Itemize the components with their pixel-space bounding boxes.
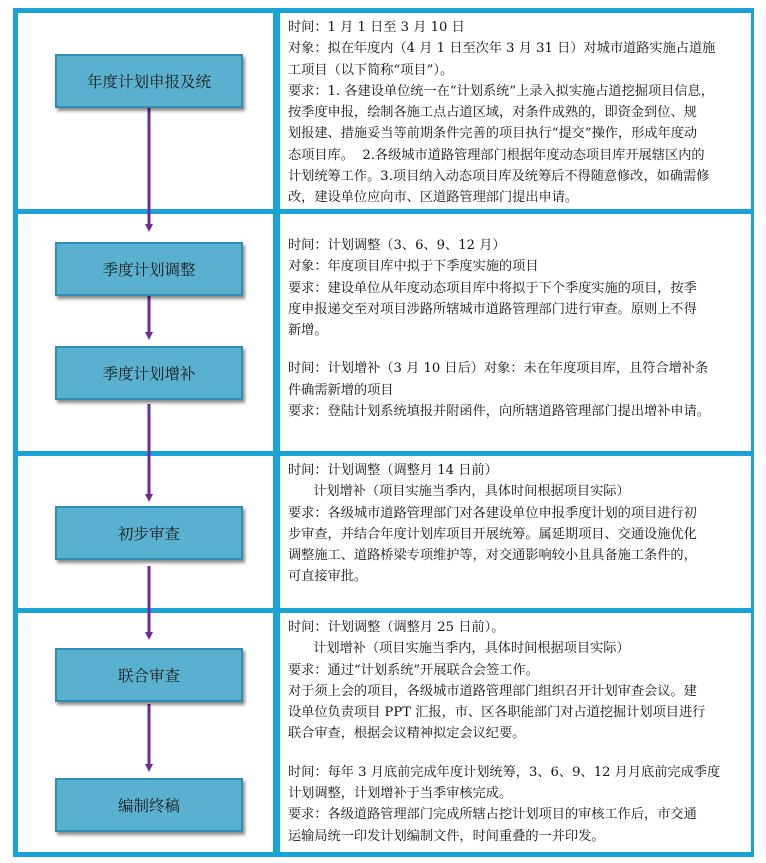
detail-line: 要求：通过“计划系统”开展联合会签工作。 [288, 662, 539, 678]
detail-line: 新增。 [288, 323, 328, 339]
detail-line: 运输局统一印发计划编制文件，时间重叠的一并印发。 [288, 828, 605, 844]
node-joint-review: 联合审查 [55, 648, 243, 702]
detail-line: 联合审查，根据会议精神拟定会议纪要。 [288, 726, 526, 742]
detail-line: 设单位负责项目 PPT 汇报，市、区各职能部门对占道挖掘计划项目进行 [288, 705, 706, 721]
detail-line: 对象：年度项目库中拟于下季度实施的项目 [288, 259, 539, 275]
spacer [288, 341, 745, 358]
detail-line: 划报建、措施妥当等前期条件完善的项目执行“提交”操作，形成年度动 [288, 126, 698, 142]
node-quarterly-adjust: 季度计划调整 [55, 242, 243, 296]
detail-line: 要求：1. 各建设单位统一在“计划系统”上录入拟实施占道挖掘项目信息， [288, 83, 714, 99]
detail-cell-1 [280, 13, 751, 209]
detail-line: 要求：各级道路管理部门完成所辖占挖计划项目的审核工作后，市交通 [288, 807, 697, 823]
detail-line: 件确需新增的项目 [288, 382, 394, 398]
detail-line: 调整施工、道路桥梁专项维护等，对交通影响较小且具备施工条件的， [288, 548, 697, 564]
detail-line: 改，建设单位应向市、区道路管理部门提出申请。 [288, 190, 579, 206]
stage-cell-1 [18, 13, 273, 209]
detail-line: 时间：计划调整（调整月 25 日前）。 [288, 620, 505, 635]
detail-line: 对象：拟在年度内（4 月 1 日至次年 3 月 31 日）对城市道路实施占道施 [288, 41, 716, 57]
detail-line: 时间：每年 3 月底前完成年度计划统筹，3、6、9、12 月月底前完成季度 [288, 764, 721, 780]
detail-line: 步审查，并结合年度计划库项目开展统筹。属延期项目、交通设施优化 [288, 526, 697, 542]
node-quarterly-supplement: 季度计划增补 [55, 346, 243, 400]
node-preliminary-review: 初步审查 [55, 506, 243, 560]
detail-cell-4 [280, 613, 751, 852]
detail-line: 对于须上会的项目，各级城市道路管理部门组织召开计划审查会议。建 [288, 683, 697, 699]
detail-cell-3 [280, 456, 751, 608]
detail-line: 度申报递交至对项目涉路所辖城市道路管理部门进行审查。原则上不得 [288, 301, 697, 317]
node-annual-plan: 年度计划申报及统 [55, 54, 243, 108]
detail-line: 时间：计划增补（3 月 10 日后）对象：未在年度项目库，且符合增补条 [288, 361, 709, 377]
detail-line: 时间：计划调整（调整月 14 日前） [288, 463, 498, 478]
detail-line: 时间：计划调整（3、6、9、12 月） [288, 238, 506, 253]
detail-line: 要求：各级城市道路管理部门对各建设单位申报季度计划的项目进行初 [288, 505, 697, 521]
detail-line: 可直接审批。 [288, 569, 368, 585]
detail-line: 计划增补（项目实施当季内，具体时间根据项目实际） [288, 484, 630, 500]
detail-cell-2 [280, 214, 751, 451]
detail-line: 工项目（以下简称“项目”）。 [288, 62, 454, 78]
detail-line: 按季度申报，绘制各施工点占道区域，对条件成熟的，即资金到位、规 [288, 105, 697, 121]
detail-line: 要求：建设单位从年度动态项目库中将拟于下个季度实施的项目，按季 [288, 280, 697, 296]
detail-line: 计划调整，计划增补于当季审核完成。 [288, 786, 513, 802]
node-final-draft: 编制终稿 [55, 778, 243, 832]
spacer [288, 745, 745, 762]
detail-line: 时间：1 月 1 日至 3 月 10 日 [288, 20, 465, 35]
detail-line: 态项目库。 2.各级城市道路管理部门根据年度动态项目库开展辖区内的 [288, 147, 705, 163]
detail-line: 计划增补（项目实施当季内，具体时间根据项目实际） [288, 641, 630, 657]
detail-line: 要求：登陆计划系统填报并附函件，向所辖道路管理部门提出增补申请。 [288, 404, 710, 420]
detail-line: 计划统筹工作。3.项目纳入动态项目库及统筹后不得随意修改，如确需修 [288, 169, 710, 185]
